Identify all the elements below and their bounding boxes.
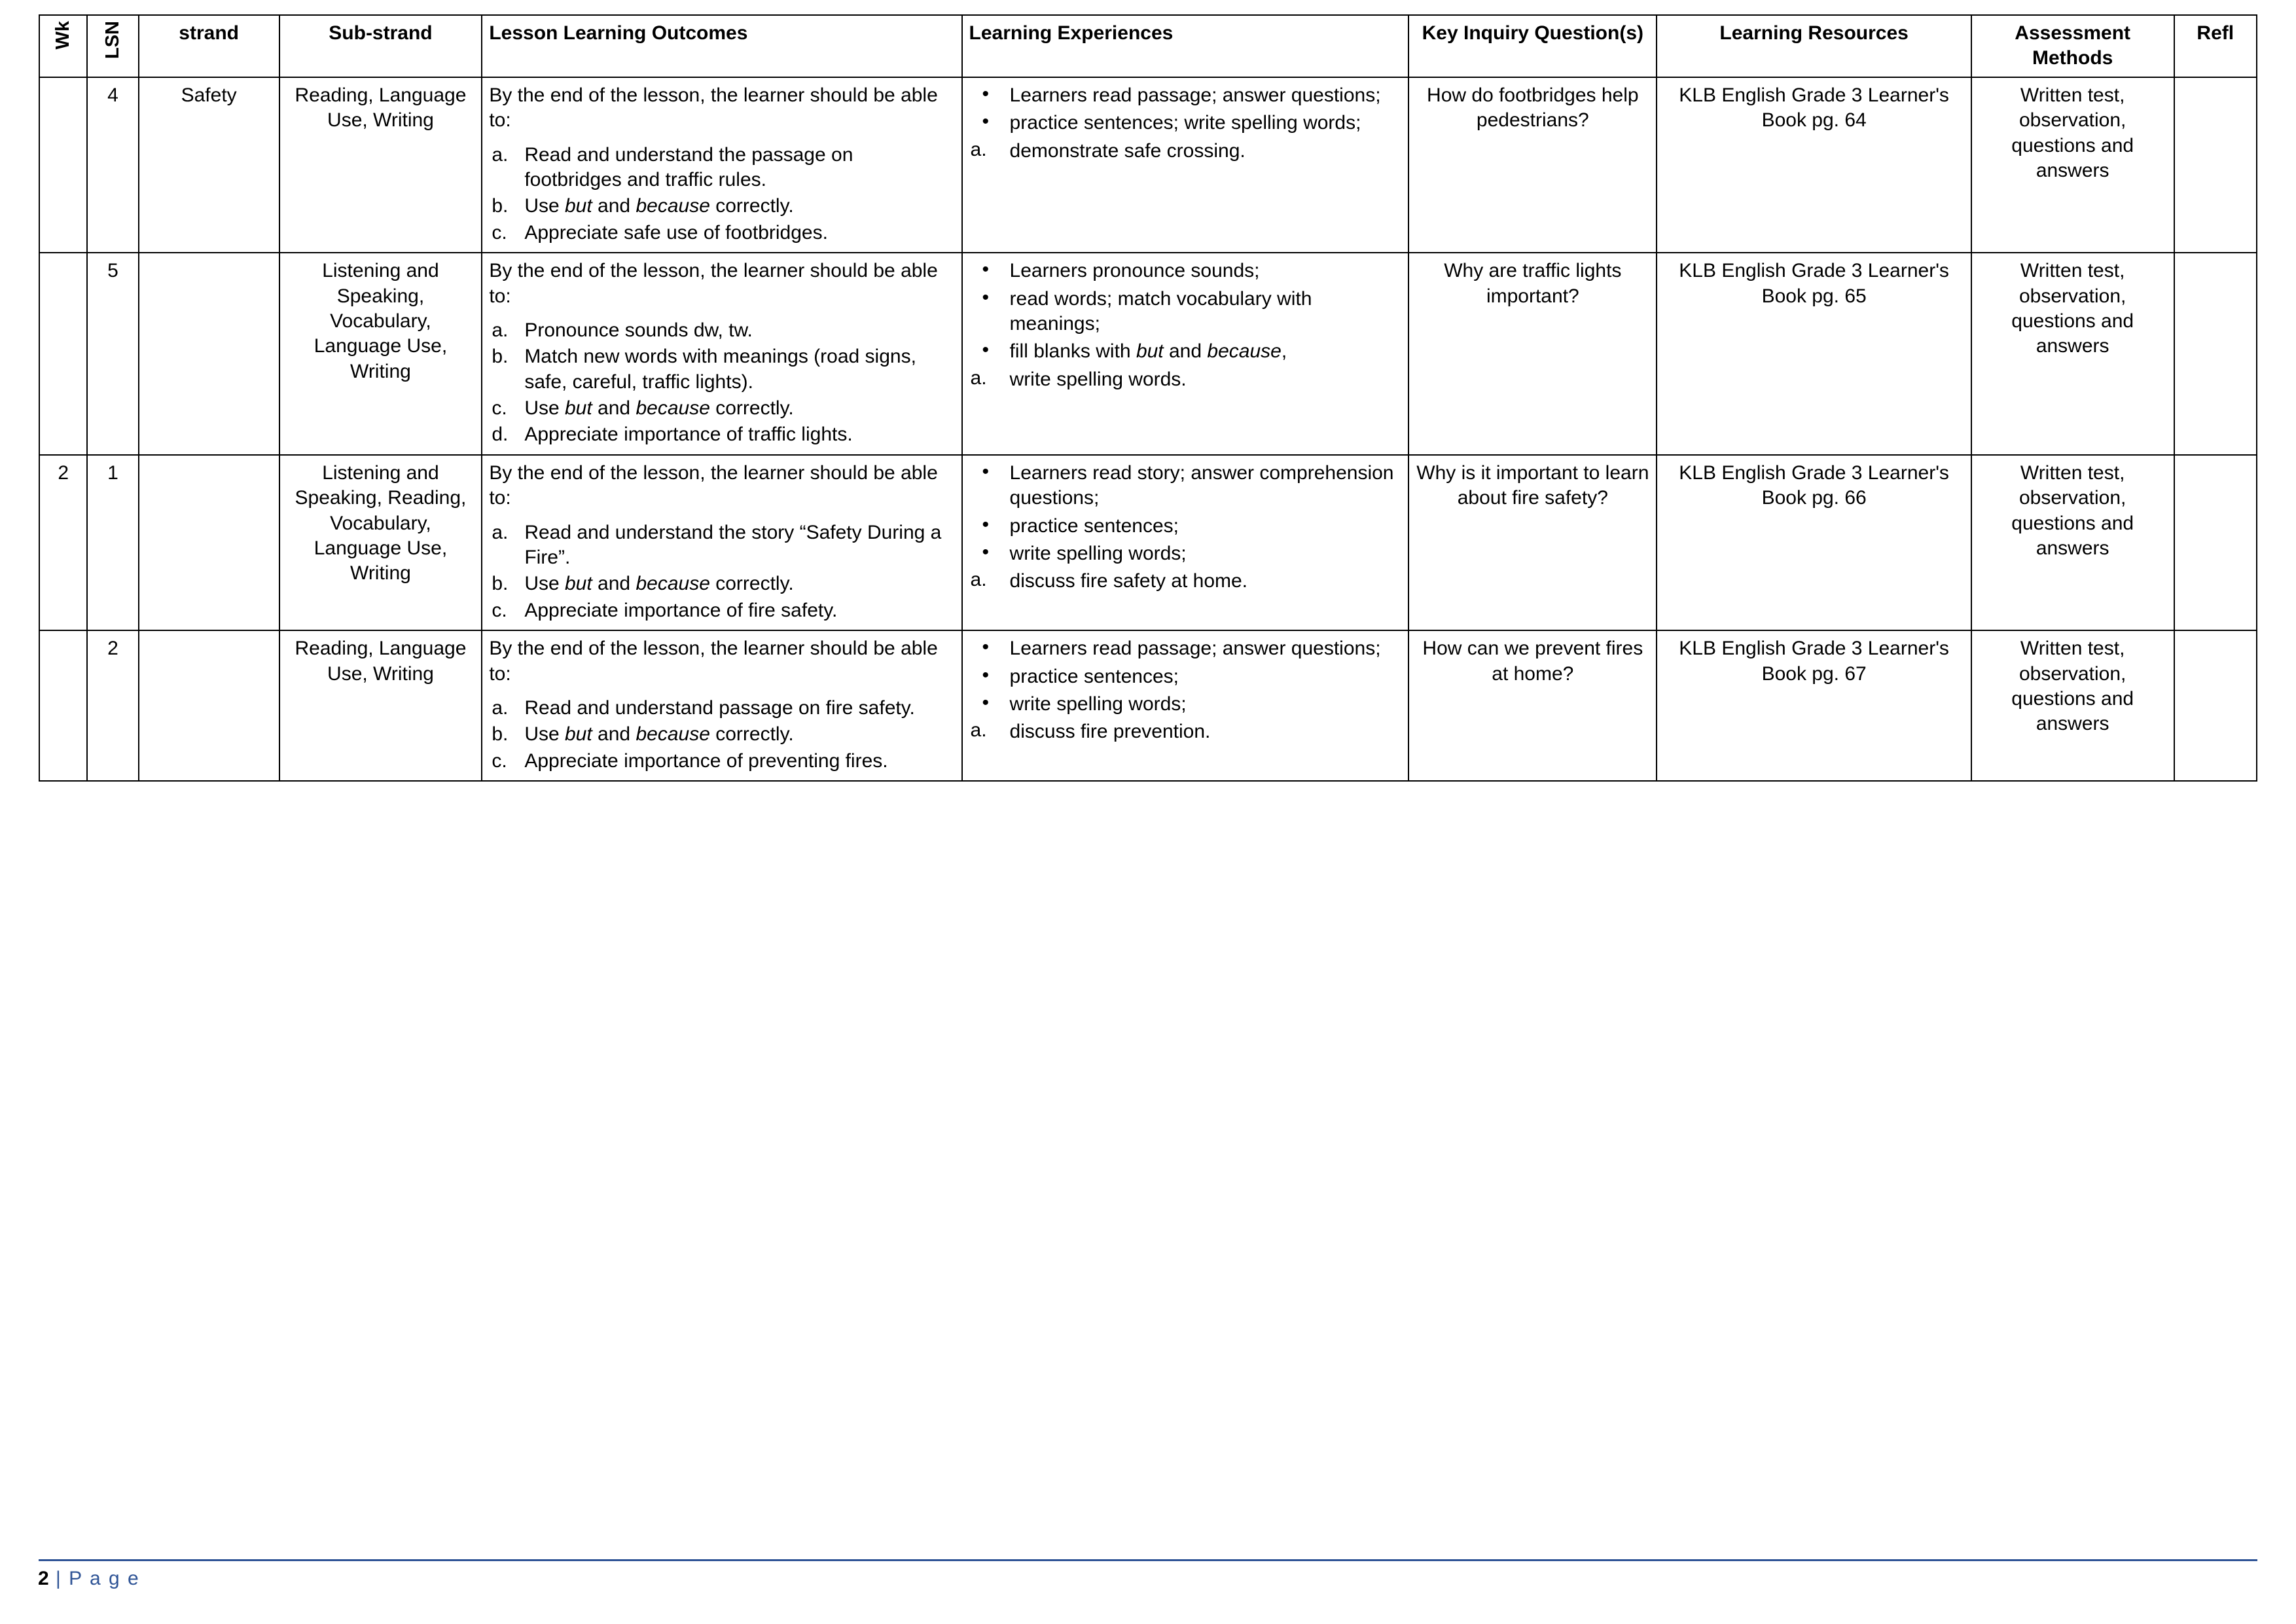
llo-item-marker: a. bbox=[492, 521, 509, 543]
cell-week bbox=[39, 253, 87, 455]
table-row bbox=[39, 630, 2257, 781]
experience-item bbox=[969, 287, 1402, 337]
column-header-strand: strand bbox=[139, 15, 279, 77]
llo-item-text: Appreciate importance of traffic lights. bbox=[524, 424, 853, 446]
footer-divider bbox=[39, 1559, 2257, 1561]
cell-sub-strand: Listening and Speaking, Vocabulary, Language Use, Writing bbox=[279, 253, 482, 455]
llo-item-marker: a. bbox=[492, 143, 509, 166]
llo-item-text: Read and understand the story “Safety During a Fire”. bbox=[524, 521, 942, 569]
column-header-wk bbox=[39, 15, 87, 77]
experience-item bbox=[969, 367, 1402, 392]
experience-item-text: practice sentences; bbox=[1009, 665, 1179, 687]
llo-item bbox=[489, 221, 954, 245]
llo-intro: By the end of the lesson, the learner should be able to: bbox=[489, 461, 938, 509]
llo-list bbox=[489, 143, 954, 246]
cell-key-inquiry-question: How do footbridges help pedestrians? bbox=[1408, 77, 1657, 253]
cell-lesson-number: 1 bbox=[87, 455, 138, 630]
llo-item-text: Appreciate importance of preventing fires. bbox=[524, 749, 888, 772]
llo-item bbox=[489, 396, 954, 421]
experience-item bbox=[969, 719, 1402, 744]
llo-item-text: Read and understand passage on fire safety. bbox=[524, 696, 915, 719]
cell-lesson-learning-outcomes bbox=[482, 455, 961, 630]
experience-item-marker: a. bbox=[970, 569, 987, 591]
table-header-row bbox=[39, 15, 2257, 77]
cell-key-inquiry-question: How can we prevent fires at home? bbox=[1408, 630, 1657, 781]
llo-item-text: Appreciate safe use of footbridges. bbox=[524, 221, 828, 244]
table-row bbox=[39, 455, 2257, 630]
cell-assessment-methods: Written test, observation, questions and answers bbox=[1971, 253, 2174, 455]
cell-week bbox=[39, 630, 87, 781]
cell-lesson-number: 2 bbox=[87, 630, 138, 781]
experience-item-text: discuss fire prevention. bbox=[1009, 721, 1211, 743]
bullet-icon: • bbox=[982, 82, 990, 105]
column-header-key-inquiry-questions: Key Inquiry Question(s) bbox=[1408, 15, 1657, 77]
bullet-icon: • bbox=[982, 339, 990, 361]
footer-separator: | bbox=[56, 1568, 62, 1589]
llo-item bbox=[489, 722, 954, 747]
llo-item-text: Use but and because correctly. bbox=[524, 195, 794, 217]
cell-assessment-methods: Written test, observation, questions and answers bbox=[1971, 77, 2174, 253]
experience-item bbox=[969, 339, 1402, 364]
experiences-list bbox=[969, 83, 1402, 164]
llo-intro: By the end of the lesson, the learner should be able to: bbox=[489, 84, 938, 132]
experience-item-text: practice sentences; write spelling words; bbox=[1009, 112, 1361, 134]
experience-item-text: Learners pronounce sounds; bbox=[1009, 260, 1260, 282]
bullet-icon: • bbox=[982, 460, 990, 482]
llo-item bbox=[489, 571, 954, 596]
bullet-icon: • bbox=[982, 259, 990, 281]
llo-item-marker: d. bbox=[492, 424, 509, 446]
experiences-list bbox=[969, 461, 1402, 594]
cell-learning-experiences bbox=[962, 77, 1409, 253]
cell-reflection bbox=[2174, 455, 2257, 630]
column-header-learning-resources: Learning Resources bbox=[1657, 15, 1971, 77]
cell-key-inquiry-question: Why are traffic lights important? bbox=[1408, 253, 1657, 455]
experiences-list bbox=[969, 259, 1402, 392]
experience-item-text: read words; match vocabulary with meanings; bbox=[1009, 287, 1312, 334]
llo-item-marker: c. bbox=[492, 599, 507, 621]
cell-strand: Safety bbox=[139, 77, 279, 253]
cell-lesson-learning-outcomes bbox=[482, 77, 961, 253]
experience-item bbox=[969, 692, 1402, 717]
experience-item bbox=[969, 259, 1402, 283]
experience-item-marker: a. bbox=[970, 719, 987, 742]
llo-item-marker: c. bbox=[492, 749, 507, 772]
column-header-sub-strand: Sub-strand bbox=[279, 15, 482, 77]
llo-item-marker: c. bbox=[492, 221, 507, 244]
llo-item-text: Read and understand the passage on footbridges and traffic rules. bbox=[524, 143, 853, 190]
footer-page-number: 2 bbox=[38, 1568, 49, 1589]
experience-item-text: write spelling words; bbox=[1009, 543, 1187, 565]
cell-learning-resources: KLB English Grade 3 Learner's Book pg. 66 bbox=[1657, 455, 1971, 630]
experience-item-text: Learners read story; answer comprehension questions; bbox=[1009, 461, 1394, 509]
experience-item bbox=[969, 636, 1402, 661]
cell-assessment-methods: Written test, observation, questions and answers bbox=[1971, 630, 2174, 781]
cell-learning-resources: KLB English Grade 3 Learner's Book pg. 64 bbox=[1657, 77, 1971, 253]
llo-item-marker: b. bbox=[492, 573, 509, 595]
cell-learning-experiences bbox=[962, 630, 1409, 781]
llo-list bbox=[489, 318, 954, 448]
cell-lesson-learning-outcomes bbox=[482, 630, 961, 781]
experience-item-text: Learners read passage; answer questions; bbox=[1009, 84, 1381, 106]
experience-item-text: Learners read passage; answer questions; bbox=[1009, 638, 1381, 660]
cell-sub-strand: Reading, Language Use, Writing bbox=[279, 630, 482, 781]
llo-item-marker: b. bbox=[492, 346, 509, 368]
llo-item-marker: b. bbox=[492, 723, 509, 746]
cell-reflection bbox=[2174, 630, 2257, 781]
bullet-icon: • bbox=[982, 541, 990, 564]
footer-page-word: P a g e bbox=[69, 1568, 140, 1589]
page-footer bbox=[34, 1559, 2262, 1590]
column-header-refl: Refl bbox=[2174, 15, 2257, 77]
llo-item bbox=[489, 143, 954, 193]
llo-item-text: Use but and because correctly. bbox=[524, 573, 794, 595]
cell-week bbox=[39, 77, 87, 253]
experience-item bbox=[969, 664, 1402, 689]
cell-learning-experiences bbox=[962, 455, 1409, 630]
llo-item-text: Use but and because correctly. bbox=[524, 723, 794, 746]
cell-sub-strand: Reading, Language Use, Writing bbox=[279, 77, 482, 253]
llo-item bbox=[489, 598, 954, 623]
cell-reflection bbox=[2174, 77, 2257, 253]
experience-item bbox=[969, 83, 1402, 108]
llo-item bbox=[489, 194, 954, 219]
llo-item-text: Pronounce sounds dw, tw. bbox=[524, 319, 753, 341]
experience-item-marker: a. bbox=[970, 138, 987, 160]
cell-lesson-number: 5 bbox=[87, 253, 138, 455]
cell-strand bbox=[139, 630, 279, 781]
column-header-assessment-methods: Assessment Methods bbox=[1971, 15, 2174, 77]
cell-learning-resources: KLB English Grade 3 Learner's Book pg. 67 bbox=[1657, 630, 1971, 781]
llo-item bbox=[489, 318, 954, 343]
bullet-icon: • bbox=[982, 286, 990, 308]
scheme-of-work-table bbox=[39, 14, 2257, 782]
experience-item-text: discuss fire safety at home. bbox=[1009, 570, 1248, 592]
experience-item bbox=[969, 111, 1402, 135]
cell-key-inquiry-question: Why is it important to learn about fire safety? bbox=[1408, 455, 1657, 630]
llo-item-marker: c. bbox=[492, 397, 507, 420]
column-header-wk-label: Wk bbox=[52, 21, 74, 50]
cell-learning-resources: KLB English Grade 3 Learner's Book pg. 65 bbox=[1657, 253, 1971, 455]
llo-item-text: Match new words with meanings (road signs, safe, careful, traffic lights). bbox=[524, 346, 916, 393]
cell-strand bbox=[139, 455, 279, 630]
llo-item bbox=[489, 344, 954, 395]
cell-reflection bbox=[2174, 253, 2257, 455]
bullet-icon: • bbox=[982, 664, 990, 686]
cell-learning-experiences bbox=[962, 253, 1409, 455]
llo-item bbox=[489, 520, 954, 571]
experience-item bbox=[969, 514, 1402, 539]
bullet-icon: • bbox=[982, 513, 990, 535]
experience-item-text: fill blanks with but and because, bbox=[1009, 340, 1287, 363]
cell-sub-strand: Listening and Speaking, Reading, Vocabulary, Language Use, Writing bbox=[279, 455, 482, 630]
experience-item-marker: a. bbox=[970, 367, 987, 389]
cell-assessment-methods: Written test, observation, questions and answers bbox=[1971, 455, 2174, 630]
llo-item bbox=[489, 422, 954, 447]
experience-item-text: practice sentences; bbox=[1009, 514, 1179, 537]
llo-intro: By the end of the lesson, the learner should be able to: bbox=[489, 638, 938, 685]
cell-week: 2 bbox=[39, 455, 87, 630]
table-row bbox=[39, 253, 2257, 455]
llo-item-text: Appreciate importance of fire safety. bbox=[524, 599, 838, 621]
cell-strand bbox=[139, 253, 279, 455]
llo-item-marker: b. bbox=[492, 195, 509, 217]
llo-item-text: Use but and because correctly. bbox=[524, 397, 794, 420]
table-row bbox=[39, 77, 2257, 253]
column-header-lesson-learning-outcomes: Lesson Learning Outcomes bbox=[482, 15, 961, 77]
bullet-icon: • bbox=[982, 636, 990, 659]
bullet-icon: • bbox=[982, 691, 990, 713]
cell-lesson-learning-outcomes bbox=[482, 253, 961, 455]
experience-item-text: write spelling words; bbox=[1009, 693, 1187, 715]
table-body bbox=[39, 77, 2257, 781]
experience-item-text: demonstrate safe crossing. bbox=[1009, 139, 1246, 162]
footer-text bbox=[34, 1568, 2262, 1590]
bullet-icon: • bbox=[982, 111, 990, 133]
experience-item bbox=[969, 541, 1402, 566]
llo-list bbox=[489, 696, 954, 774]
llo-list bbox=[489, 520, 954, 624]
llo-item bbox=[489, 749, 954, 774]
experience-item bbox=[969, 461, 1402, 511]
experience-item bbox=[969, 139, 1402, 164]
experiences-list bbox=[969, 636, 1402, 745]
column-header-lsn bbox=[87, 15, 138, 77]
experience-item bbox=[969, 569, 1402, 594]
llo-item bbox=[489, 696, 954, 721]
experience-item-text: write spelling words. bbox=[1009, 368, 1187, 390]
llo-item-marker: a. bbox=[492, 319, 509, 341]
llo-item-marker: a. bbox=[492, 696, 509, 719]
column-header-learning-experiences: Learning Experiences bbox=[962, 15, 1409, 77]
column-header-lsn-label: LSN bbox=[101, 21, 123, 59]
cell-lesson-number: 4 bbox=[87, 77, 138, 253]
llo-intro: By the end of the lesson, the learner should be able to: bbox=[489, 260, 938, 307]
